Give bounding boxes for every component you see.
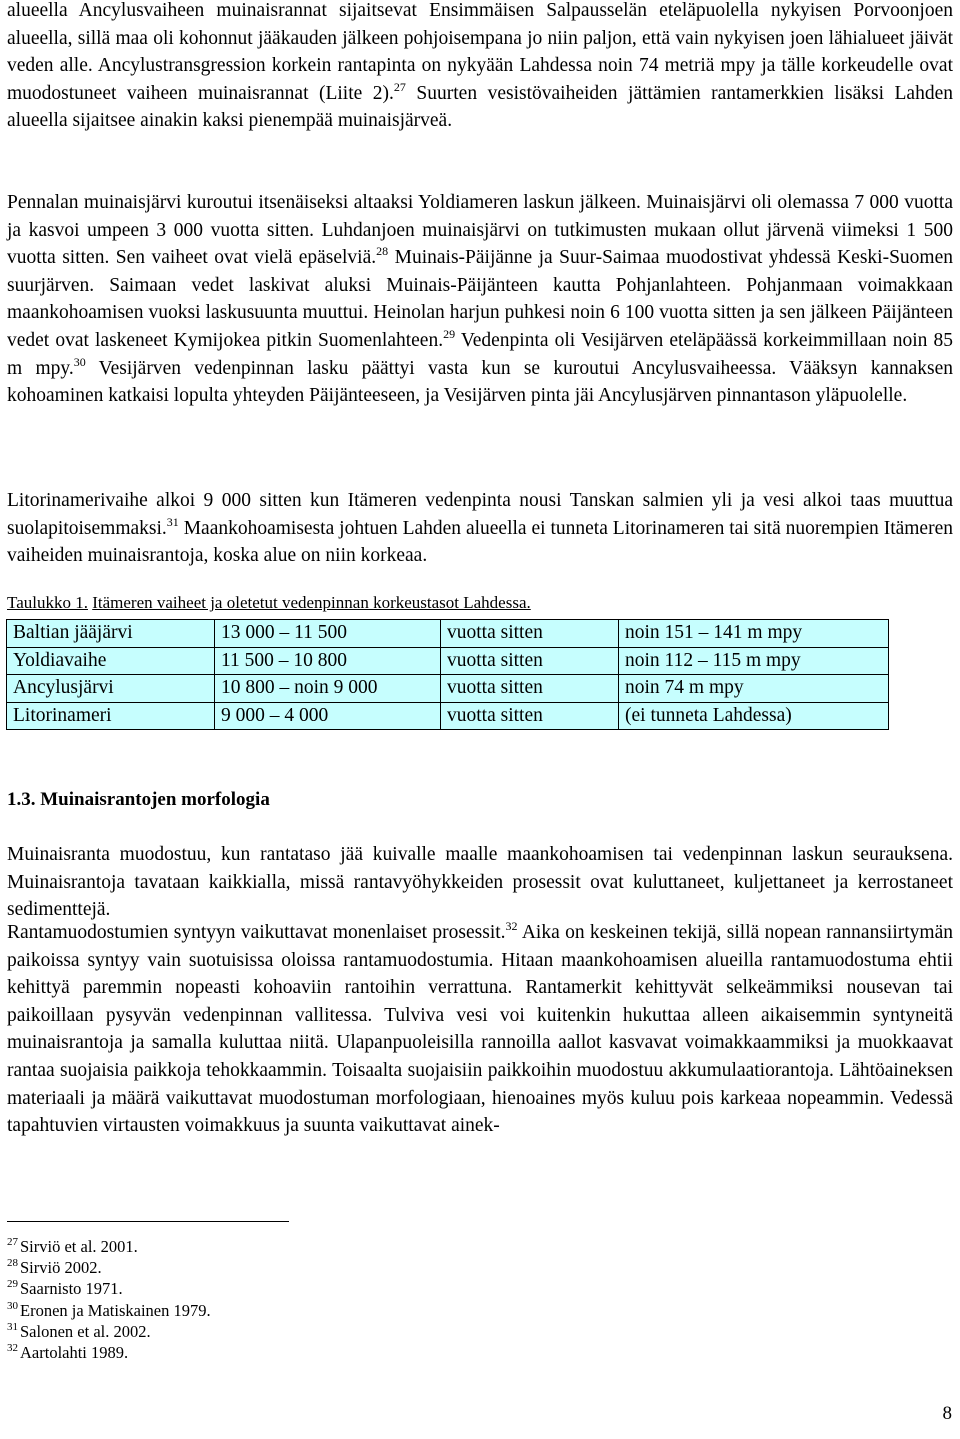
footnote-item xyxy=(7,1257,211,1278)
footnote-number: 32 xyxy=(7,1341,18,1354)
table-caption-text: Itämeren vaiheet ja oletetut vedenpinnan korkeustasot Lahdessa. xyxy=(92,593,531,612)
footnote-item xyxy=(7,1300,211,1321)
table-cell-level: noin 74 m mpy xyxy=(619,675,889,703)
table-row xyxy=(7,675,889,703)
table-cell-phase: Baltian jääjärvi xyxy=(7,620,215,648)
table-cell-level: noin 151 – 141 m mpy xyxy=(619,620,889,648)
body-paragraph-5: Rantamuodostumien syntyyn vaikuttavat monenlaiset prosessit.$^{32}$ Aika on keskeinen tekijä, sillä nopean rannansiirtymän paikoissa syntyy vain suotuisissa oloissa rantamuodostumia. Hitaan maankohoamisen alueilla rantamuodostuma ehtii kehittyä paremmin nopeasti kohoaviin rantoihin verrattuna. Rantamerkit kehittyvät selkeämmiksi nousevan tai paikoillaan pysyvän vedenpinnan vallitessa. Tulviva vesi voi kuitenkin hukuttaa alleen aikaisemmin syntyneitä muinaisrantoja ja samalla kuluttaa niitä. Ulapanpuoleisilla rannoilla aallot kasvavat voimakkaammiksi ja muokkaavat rantaa suojaisia paikkoja tehokkaammin. Toisaalta suojaisiin paikkoihin muodostuu akkumulaatiorantoja. Lähtöaineksen materiaali ja määrä vaikuttavat muodostuman morfologiaan, hienoaines myös kuluu pois karkeaa nopeammin. Vedessä tapahtuvien virtausten voimakkuus ja suunta vaikuttavat ainek- xyxy=(7,919,954,1137)
section-title: Muinaisrantojen morfologia xyxy=(40,789,270,810)
page-number: 8 xyxy=(942,1403,952,1424)
footnote-number: 29 xyxy=(7,1278,18,1291)
table-caption-label: Taulukko 1. xyxy=(7,593,88,612)
footnote-text: Eronen ja Matiskainen 1979. xyxy=(20,1300,211,1320)
table-row xyxy=(7,620,889,648)
footnote-number: 31 xyxy=(7,1320,18,1333)
table-cell-phase: Ancylusjärvi xyxy=(7,675,215,703)
table-cell-unit: vuotta sitten xyxy=(441,647,619,675)
footnote-text: Aartolahti 1989. xyxy=(20,1342,129,1362)
body-paragraph-3: Litorinamerivaihe alkoi 9 000 sitten kun Itämeren vedenpinta nousi Tanskan salmien yli ja vesi alkoi taas muuttua suolapitoisemmaksi.$^{31}$ Maankohoamisesta johtuen Lahden alueella ei tunneta Litorinameren tai sitä nuorempien Itämeren vaiheiden muinaisrantoja, koska alue on niin korkeaa. xyxy=(7,490,953,567)
table-cell-years: 11 500 – 10 800 xyxy=(215,647,441,675)
footnote-number: 28 xyxy=(7,1257,18,1270)
table-row xyxy=(7,702,889,730)
footnote-item xyxy=(7,1321,211,1342)
footnote-ref-29[interactable]: 29 xyxy=(443,326,456,341)
table-cell-years: 10 800 – noin 9 000 xyxy=(215,675,441,703)
footnote-ref-30[interactable]: 30 xyxy=(73,354,86,369)
body-paragraph-2: Pennalan muinaisjärvi kuroutui itsenäiseksi altaaksi Yoldiameren laskun jälkeen. Muinaisjärvi oli olemassa 7 000 vuotta ja kasvoi umpeen 3 000 vuotta sitten. Luhdanjoen muinaisjärvi on tutkimusten mukaan ollut järvenä viimeksi 1 500 vuotta sitten. Sen vaiheet ovat vielä epäselviä.$^{28}$ Muinais-Päijänne ja Suur-Saimaa muodostivat yhdessä Keski-Suomen suurjärven. Saimaan vedet laskivat aluksi Muinais-Päijänteen kautta Pohjanlahteen. Pohjanmaan voimakkaan maankohoamisen vuoksi laskusuunta muuttui. Heinolan harjun puhkesi noin 6 100 vuotta sitten ja sen jälkeen Päijänteen vedet ovat laskeneet Kymijokea pitkin Suomenlahteen.$^{29}$ Vedenpinta oli Vesijärven eteläpäässä korkeimmillaan noin 85 m mpy.$^{30}$ Vesijärven vedenpinnan lasku päättyi vasta kun se kuroutui Ancylusvaiheessa. Vääksyn kannaksen kohoaminen katkaisi lopulta yhteyden Päijänteeseen, ja Vesijärven pinta jäi Ancylusjärven pinnantason yläpuolelle. xyxy=(7,192,953,407)
footnote-text: Saarnisto 1971. xyxy=(20,1279,123,1299)
table-cell-level: noin 112 – 115 m mpy xyxy=(619,647,889,675)
footnote-text: Sirviö et al. 2001. xyxy=(20,1237,138,1256)
footnotes-list xyxy=(7,1236,211,1363)
body-paragraph-4: Muinaisranta muodostuu, kun rantataso jää kuivalle maalle maankohoamisen tai vedenpinnan laskun seurauksena. Muinaisrantoja tavataan kaikkialla, missä rantavyöhykkeiden prosessit ovat kuluttaneet, kuljettaneet ja kerrostaneet sedimenttejä. xyxy=(7,844,953,921)
table-cell-level: (ei tunneta Lahdessa) xyxy=(619,702,889,730)
footnote-text: Sirviö 2002. xyxy=(20,1258,102,1278)
section-number: 1.3. xyxy=(7,789,36,810)
footnote-ref-32[interactable]: 32 xyxy=(505,919,518,933)
footnote-item xyxy=(7,1342,211,1363)
table-cell-unit: vuotta sitten xyxy=(441,675,619,703)
table-cell-unit: vuotta sitten xyxy=(441,702,619,730)
body-paragraph-1: alueella Ancylusvaiheen muinaisrannat sijaitsevat Ensimmäisen Salpausselän eteläpuolella nykyisen Porvoonjoen alueella, sillä maa oli kohonnut jääkauden jälkeen pohjoisempana jo niin paljon, että vain nykyisen joen lähialueet jäivät veden alle. Ancylustransgression korkein rantapinta on nykyään Lahdessa noin 74 metriä mpy ja tälle korkeudelle ovat muodostuneet vaiheen muinaisrannat (Liite 2).$^{27}$ Suurten vesistövaiheiden jättämien rantamerkkien lisäksi Lahden alueella sijaitsee ainakin kaksi pienempää muinaisjärveä. xyxy=(7,0,953,132)
footnote-text: Salonen et al. 2002. xyxy=(20,1321,151,1341)
footnote-item xyxy=(7,1278,211,1299)
table-row xyxy=(7,647,889,675)
table-caption xyxy=(7,592,531,614)
footnote-ref-28[interactable]: 28 xyxy=(376,244,389,259)
sea-phases-table xyxy=(6,619,889,730)
table-cell-unit: vuotta sitten xyxy=(441,620,619,648)
section-heading xyxy=(7,787,270,813)
table-cell-phase: Yoldiavaihe xyxy=(7,647,215,675)
footnote-separator xyxy=(7,1221,289,1222)
table-cell-years: 9 000 – 4 000 xyxy=(215,702,441,730)
footnote-ref-27[interactable]: 27 xyxy=(393,79,406,94)
footnote-item xyxy=(7,1236,211,1257)
footnote-number: 30 xyxy=(7,1299,18,1312)
table-cell-phase: Litorinameri xyxy=(7,702,215,730)
footnote-ref-31[interactable]: 31 xyxy=(166,514,179,529)
footnote-number: 27 xyxy=(7,1236,18,1248)
table-cell-years: 13 000 – 11 500 xyxy=(215,620,441,648)
